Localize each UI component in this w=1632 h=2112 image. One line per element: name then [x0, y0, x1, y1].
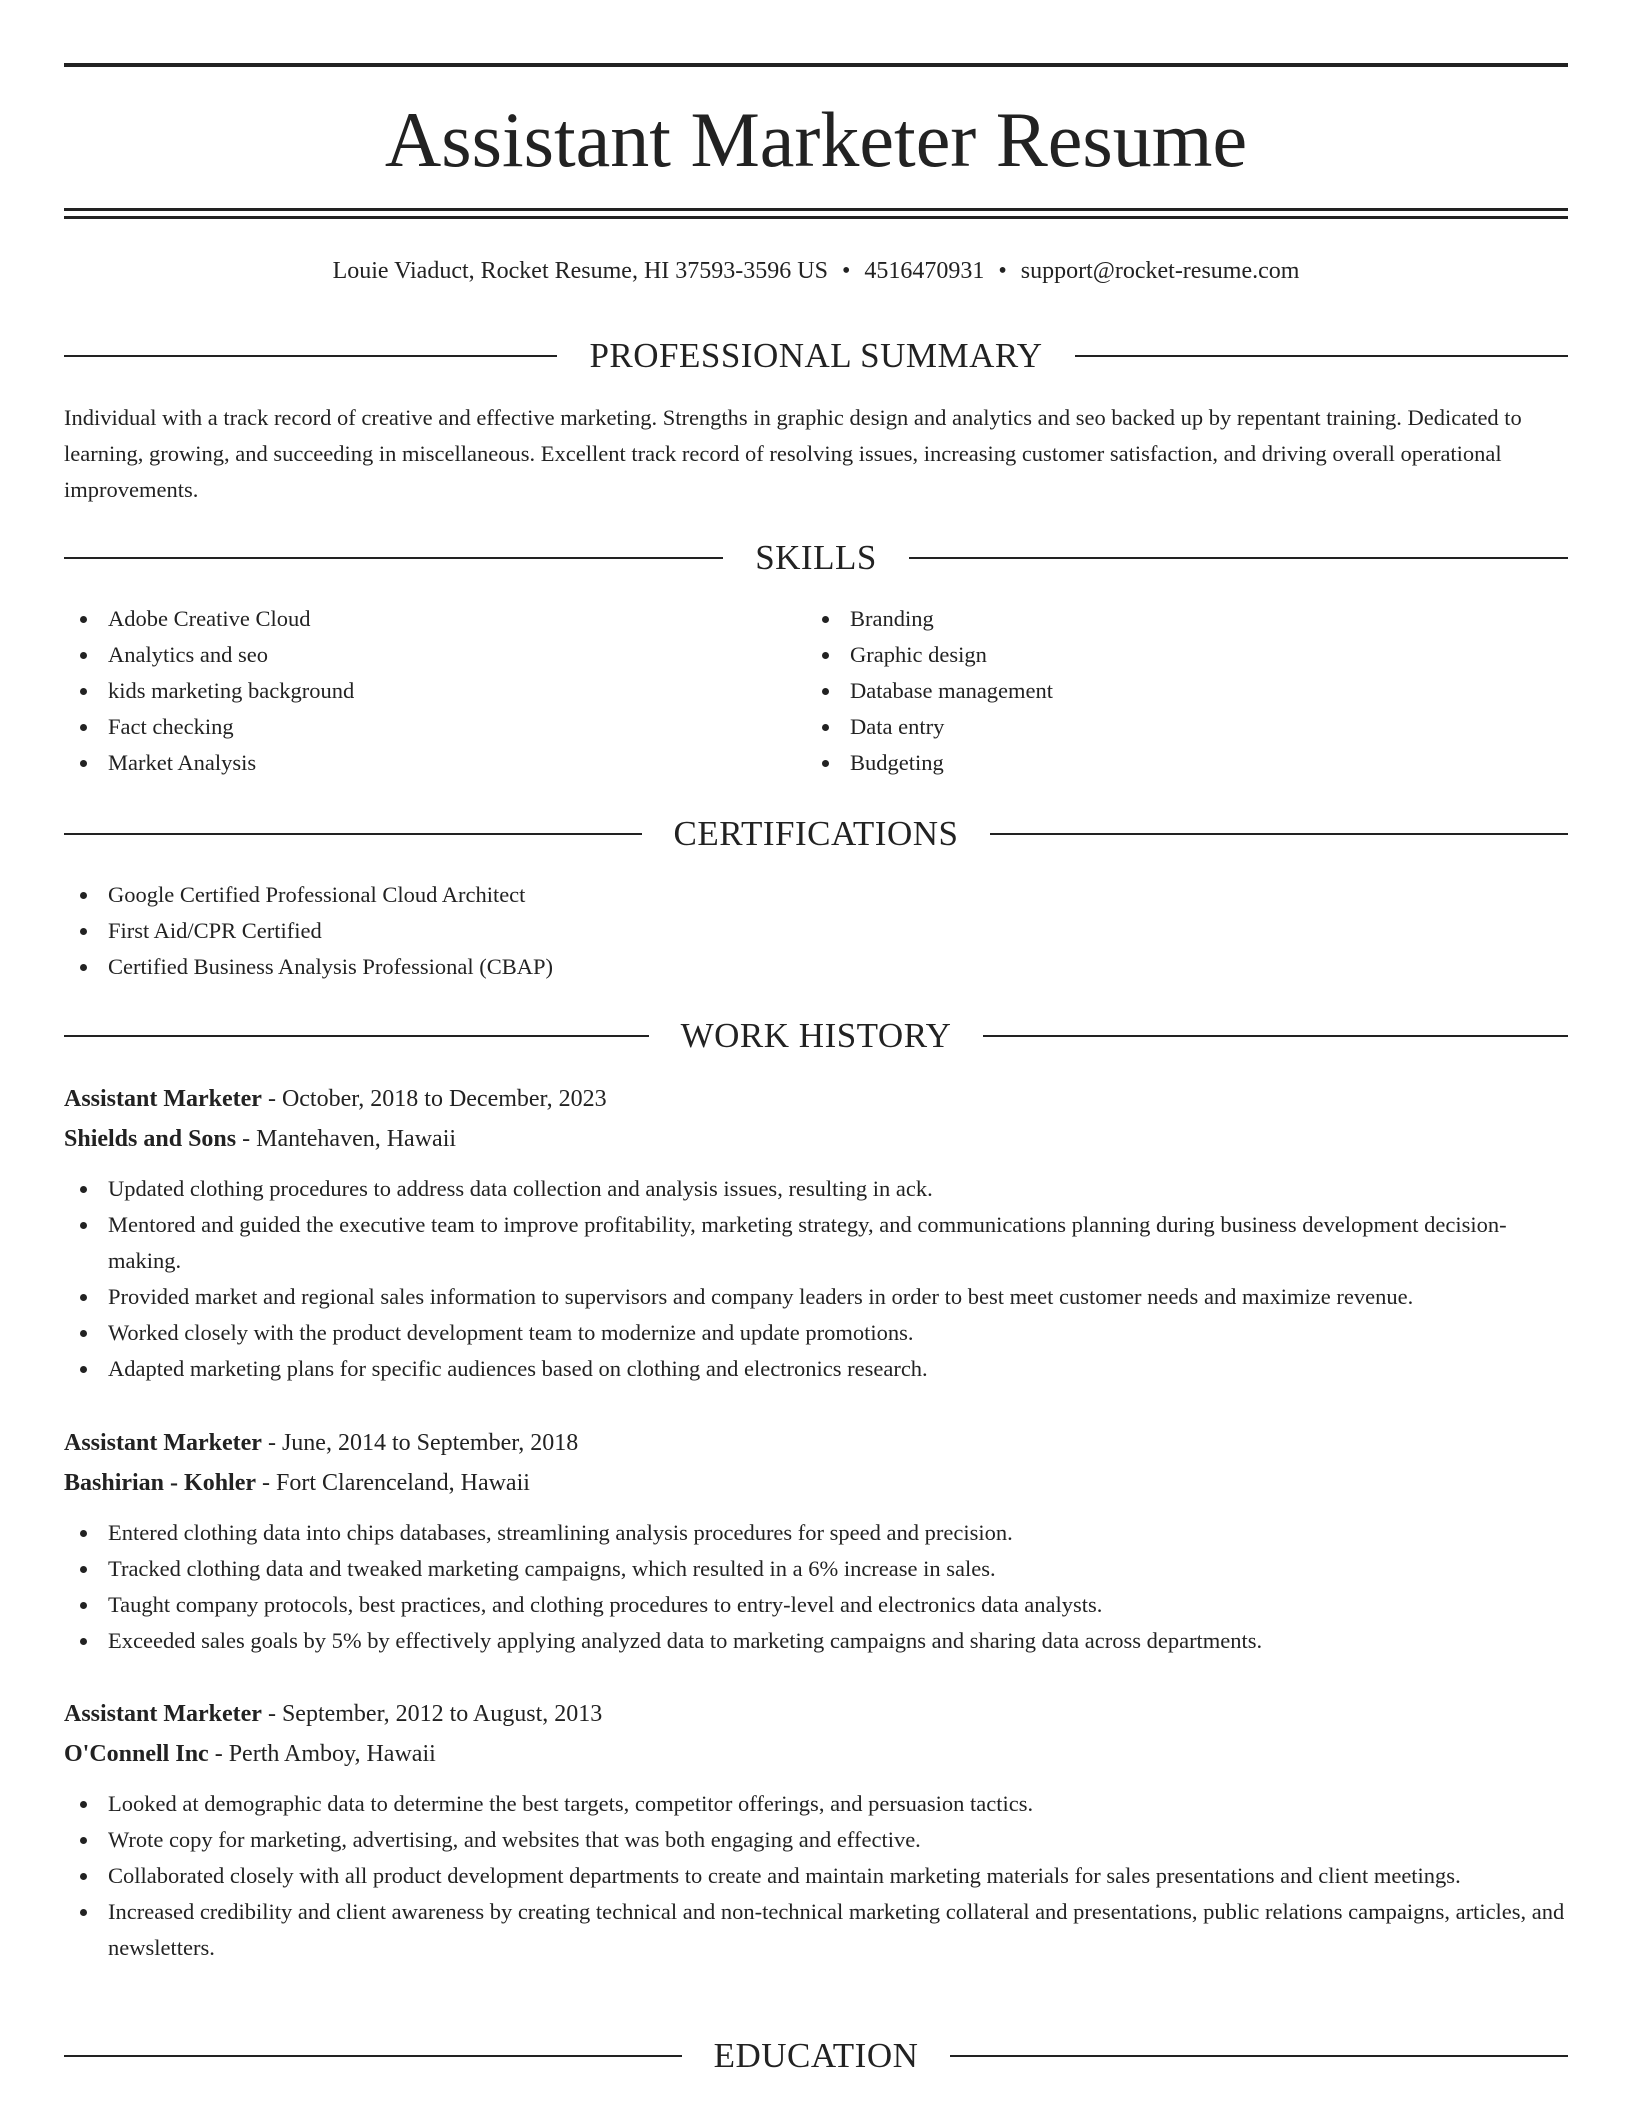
job-bullet: Adapted marketing plans for specific audiences based on clothing and electronics research.	[64, 1351, 1568, 1387]
section-header-skills	[64, 538, 1568, 578]
job-title-line	[64, 1079, 1568, 1119]
section-rule	[64, 355, 557, 357]
contact-separator: •	[998, 258, 1007, 284]
job-title-line	[64, 1423, 1568, 1463]
skill-item: Branding	[806, 601, 1548, 637]
summary-text: Individual with a track record of creative and effective marketing. Strengths in graphic design and analytics and seo backed up by repentant training. Dedicated to learning, growing, and succeeding in miscellaneous. Excellent track record of resolving issues, increasing customer satisfaction, and driving overall operational improvements.	[64, 405, 1522, 502]
job-location: - Perth Amboy, Hawaii	[208, 1741, 436, 1767]
contact-address: Louie Viaduct, Rocket Resume, HI 37593-3596 US	[332, 258, 828, 284]
contact-email: support@rocket-resume.com	[1020, 258, 1300, 284]
job-company-line	[64, 1463, 1568, 1503]
job-dates: - June, 2014 to September, 2018	[261, 1430, 579, 1456]
skill-item: Budgeting	[806, 745, 1548, 781]
contact-separator: •	[841, 258, 851, 284]
certification-item: Google Certified Professional Cloud Architect	[64, 877, 1568, 913]
contact-line	[64, 254, 1568, 288]
job-bullets	[64, 1171, 1568, 1387]
job-entry	[64, 1423, 1568, 1659]
skill-item: Market Analysis	[64, 745, 806, 781]
section-rule	[950, 2055, 1568, 2057]
job-bullet: Increased credibility and client awareness by creating technical and non-technical marketing collateral and presentations, public relations campaigns, articles, and newsletters.	[64, 1894, 1568, 1966]
section-header-certifications	[64, 814, 1568, 854]
job-bullets	[64, 1515, 1568, 1659]
job-bullet: Updated clothing procedures to address data collection and analysis issues, resulting in ack.	[64, 1171, 1568, 1207]
section-header-work	[64, 1016, 1568, 1056]
skill-item: Analytics and seo	[64, 637, 806, 673]
job-bullet: Collaborated closely with all product development departments to create and maintain marketing materials for sales presentations and client meetings.	[64, 1858, 1568, 1894]
job-bullet: Exceeded sales goals by 5% by effectively applying analyzed data to marketing campaigns and sharing data across departments.	[64, 1623, 1568, 1659]
certification-item: First Aid/CPR Certified	[64, 913, 1568, 949]
skill-item: Database management	[806, 673, 1548, 709]
skill-item: Adobe Creative Cloud	[64, 601, 806, 637]
job-title: Assistant Marketer	[64, 1701, 262, 1727]
job-company: Shields and Sons	[64, 1126, 237, 1152]
job-bullet: Taught company protocols, best practices, and clothing procedures to entry-level and electronics data analysts.	[64, 1587, 1568, 1623]
job-bullet: Worked closely with the product development team to modernize and update promotions.	[64, 1315, 1568, 1351]
certifications-list	[64, 877, 1568, 985]
certification-item: Certified Business Analysis Professional (CBAP)	[64, 949, 1568, 985]
job-entry	[64, 1694, 1568, 1966]
job-bullet: Wrote copy for marketing, advertising, and websites that was both engaging and effective.	[64, 1822, 1568, 1858]
job-dates: - October, 2018 to December, 2023	[261, 1086, 607, 1112]
job-entry	[64, 1079, 1568, 1387]
job-location: - Mantehaven, Hawaii	[236, 1126, 457, 1152]
job-company-line	[64, 1734, 1568, 1774]
section-title-skills: SKILLS	[755, 538, 877, 577]
section-rule	[64, 1035, 649, 1037]
section-rule	[64, 833, 642, 835]
skill-item: kids marketing background	[64, 673, 806, 709]
job-dates: - September, 2012 to August, 2013	[261, 1701, 603, 1727]
job-bullet: Entered clothing data into chips databases, streamlining analysis procedures for speed and precision.	[64, 1515, 1568, 1551]
skills-list-left	[64, 601, 806, 781]
section-title-summary: PROFESSIONAL SUMMARY	[589, 336, 1043, 375]
job-company: O'Connell Inc	[64, 1741, 209, 1767]
top-rule	[64, 63, 1568, 67]
resume-title: Assistant Marketer Resume	[384, 96, 1248, 183]
job-company-line	[64, 1119, 1568, 1159]
job-title: Assistant Marketer	[64, 1430, 262, 1456]
skills-list-right	[806, 601, 1548, 781]
job-title-line	[64, 1694, 1568, 1734]
section-rule	[64, 2055, 682, 2057]
skill-item: Graphic design	[806, 637, 1548, 673]
job-title: Assistant Marketer	[64, 1086, 262, 1112]
job-bullet: Looked at demographic data to determine the best targets, competitor offerings, and persuasion tactics.	[64, 1786, 1568, 1822]
title-rule-upper	[64, 208, 1568, 211]
section-rule	[990, 833, 1568, 835]
section-rule	[64, 557, 723, 559]
section-rule	[909, 557, 1568, 559]
section-rule	[1075, 355, 1568, 357]
section-title-education: EDUCATION	[713, 2036, 919, 2075]
job-bullet: Tracked clothing data and tweaked marketing campaigns, which resulted in a 6% increase in sales.	[64, 1551, 1568, 1587]
contact-phone: 4516470931	[864, 258, 985, 284]
job-bullet: Provided market and regional sales information to supervisors and company leaders in order to best meet customer needs and maximize revenue.	[64, 1279, 1568, 1315]
job-company: Bashirian - Kohler	[64, 1470, 257, 1496]
section-rule	[983, 1035, 1568, 1037]
job-bullets	[64, 1786, 1568, 1966]
section-title-work: WORK HISTORY	[680, 1016, 952, 1055]
section-title-certifications: CERTIFICATIONS	[673, 814, 959, 853]
section-header-education	[64, 2036, 1568, 2076]
skill-item: Fact checking	[64, 709, 806, 745]
skill-item: Data entry	[806, 709, 1548, 745]
title-rule-lower	[64, 216, 1568, 219]
section-header-summary	[64, 336, 1568, 376]
job-bullet: Mentored and guided the executive team to improve profitability, marketing strategy, and communications planning during business development decision-making.	[64, 1207, 1568, 1279]
job-location: - Fort Clarenceland, Hawaii	[256, 1470, 530, 1496]
